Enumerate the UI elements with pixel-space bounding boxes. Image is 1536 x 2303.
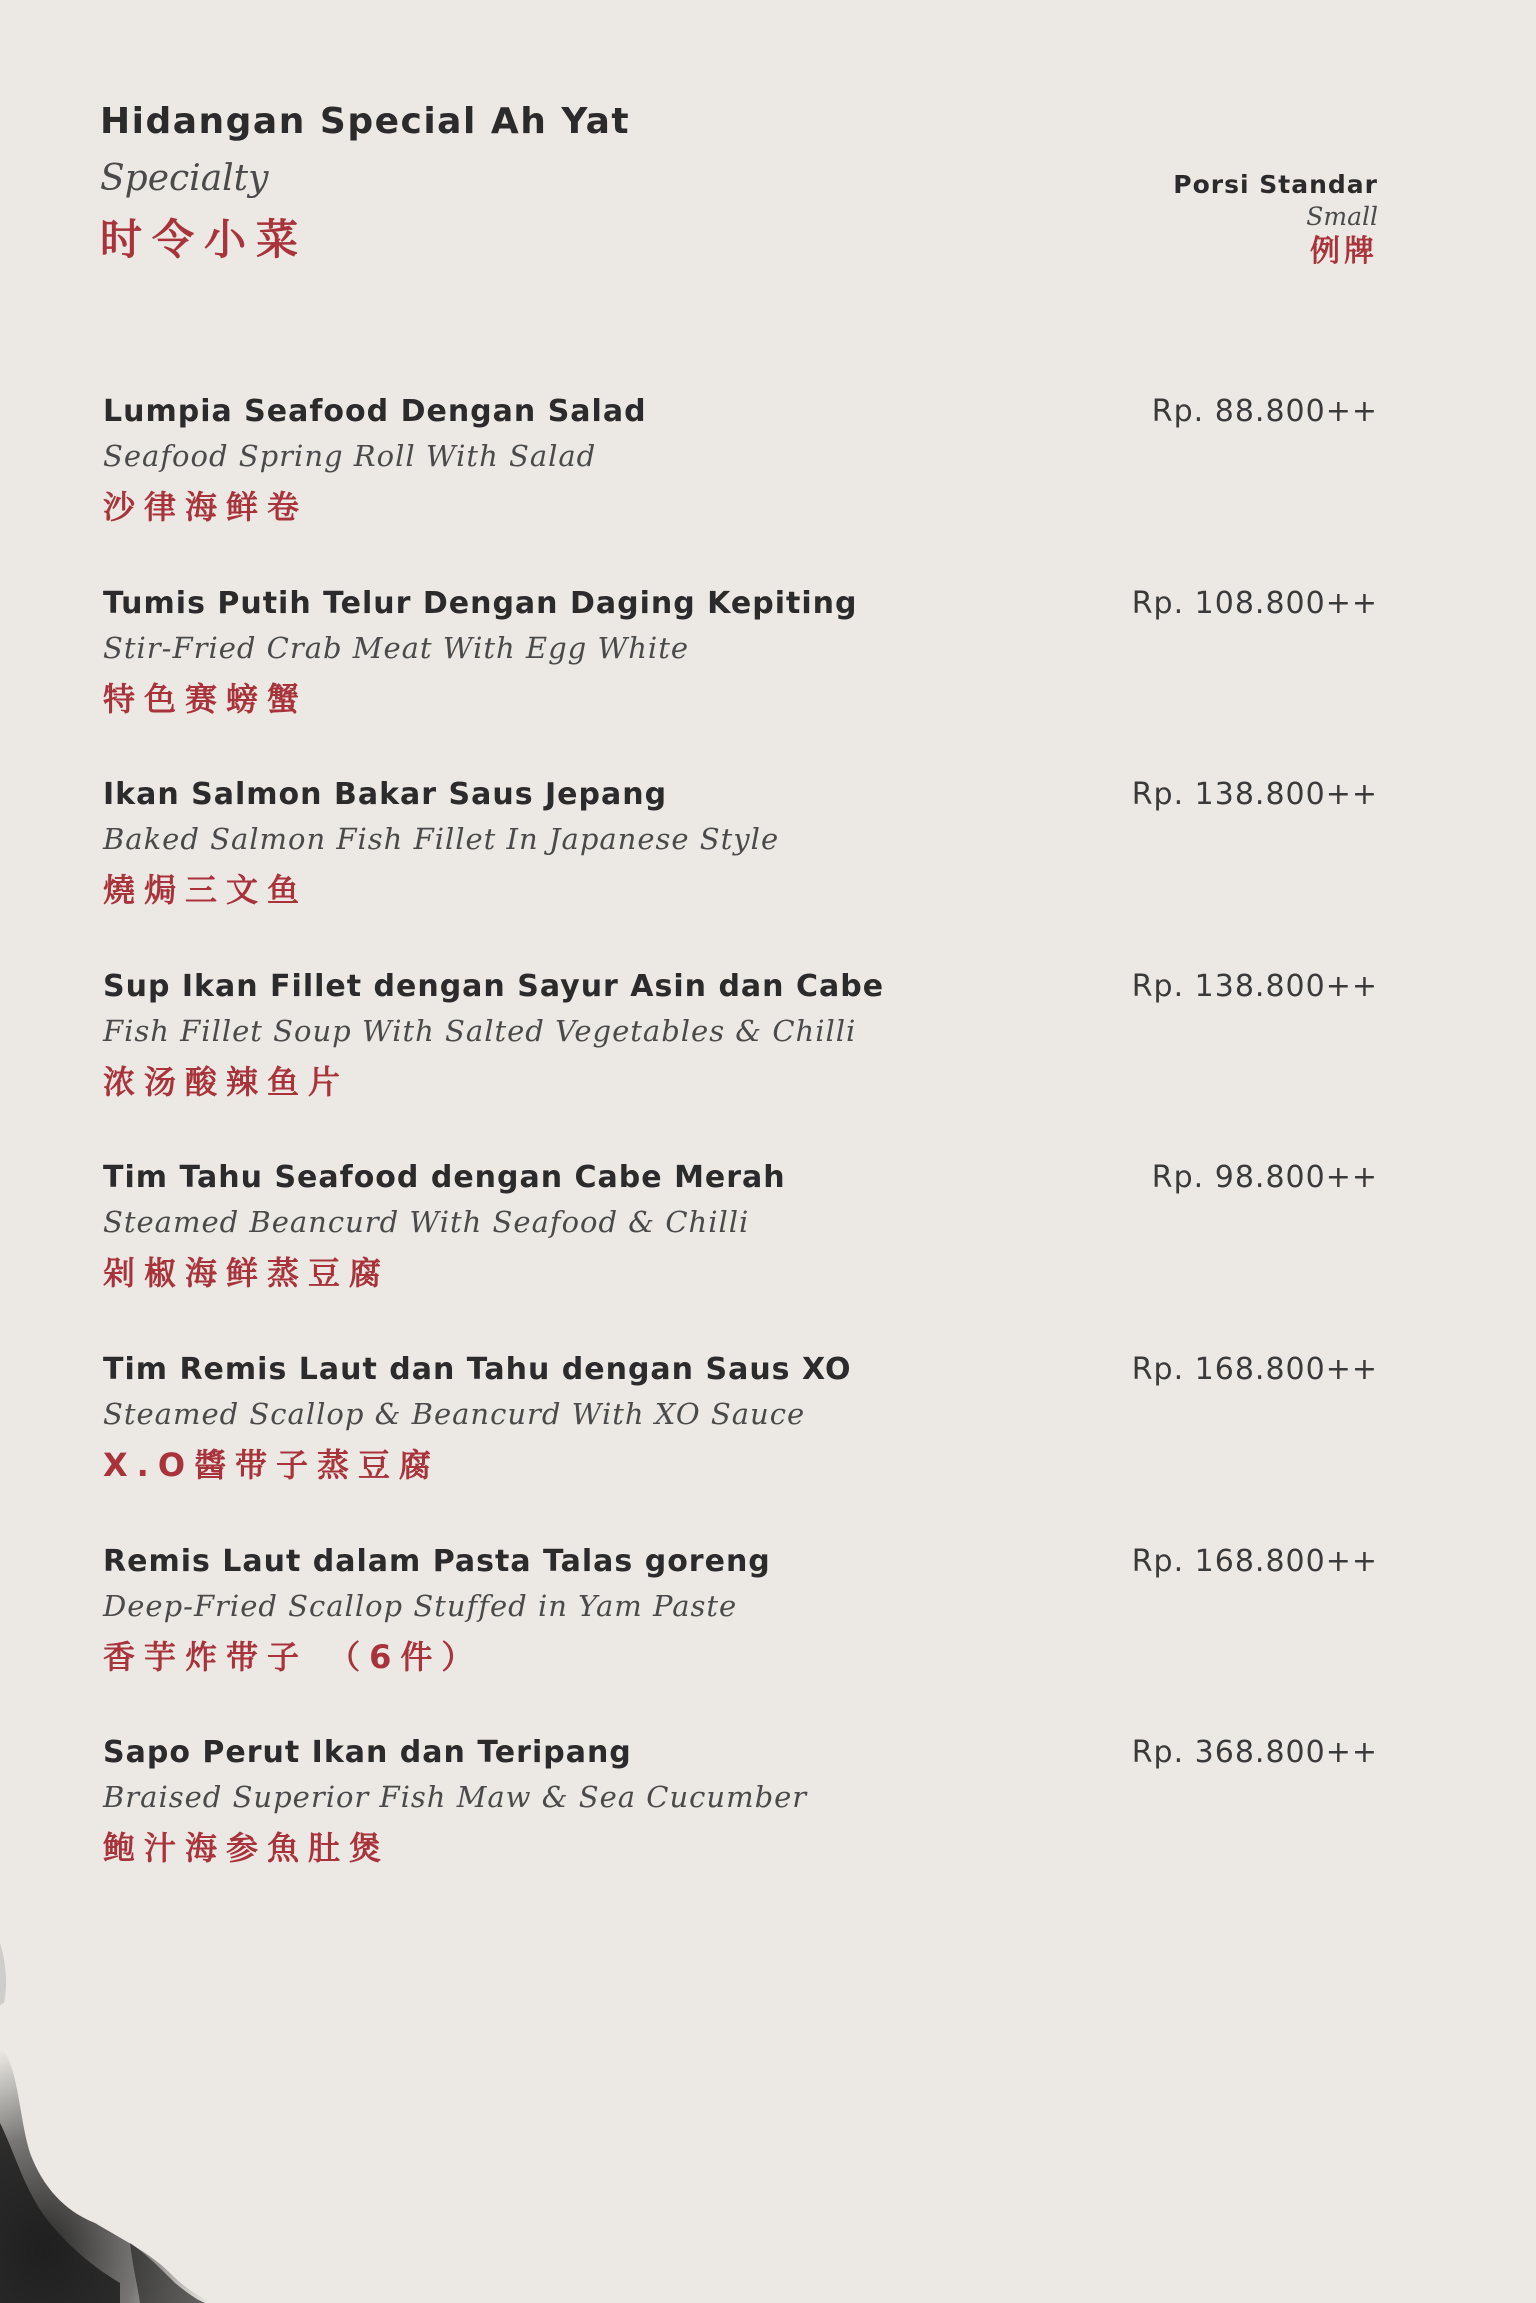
portion-label-chinese: 例牌 bbox=[1310, 234, 1378, 269]
ink-wash-decoration bbox=[0, 1923, 260, 2303]
item-chinese-name: 香芋炸带子 （6件） bbox=[103, 1637, 483, 1676]
item-price: Rp. 138.800++ bbox=[1131, 968, 1378, 1004]
item-price: Rp. 98.800++ bbox=[1151, 1160, 1378, 1196]
item-name: Lumpia Seafood Dengan Salad bbox=[103, 394, 647, 429]
portion-header bbox=[1173, 168, 1378, 272]
item-name: Tim Remis Laut dan Tahu dengan Saus XO bbox=[103, 1351, 852, 1387]
item-price: Rp. 108.800++ bbox=[1131, 585, 1378, 621]
item-chinese-name: 沙律海鲜卷 bbox=[103, 488, 309, 526]
item-english-name: Steamed Scallop & Beancurd With XO Sauce bbox=[103, 1396, 806, 1431]
item-price: Rp. 168.800++ bbox=[1131, 1543, 1378, 1579]
item-name: Sapo Perut Ikan dan Teripang bbox=[103, 1735, 632, 1771]
item-chinese-name: 鲍汁海参魚肚煲 bbox=[103, 1829, 391, 1868]
menu-list bbox=[103, 390, 1378, 1923]
item-price: Rp. 88.800++ bbox=[1151, 394, 1378, 429]
item-english-name: Braised Superior Fish Maw & Sea Cucumber bbox=[103, 1780, 808, 1815]
item-english-name: Steamed Beancurd With Seafood & Chilli bbox=[103, 1205, 750, 1240]
item-english-name: Deep-Fried Scallop Stuffed in Yam Paste bbox=[103, 1588, 738, 1623]
menu-item bbox=[103, 1540, 1378, 1732]
item-name: Tim Tahu Seafood dengan Cabe Merah bbox=[103, 1160, 786, 1196]
portion-label: Porsi Standar bbox=[1173, 170, 1378, 199]
section-title-chinese: 时令小菜 bbox=[100, 215, 309, 264]
item-name: Sup Ikan Fillet dengan Sayur Asin dan Cabe bbox=[103, 968, 885, 1004]
menu-item bbox=[103, 1348, 1378, 1540]
menu-item bbox=[103, 1731, 1378, 1923]
item-chinese-name: 燒焗三文鱼 bbox=[103, 871, 309, 910]
menu-item bbox=[103, 1156, 1378, 1348]
item-chinese-name: 特色赛螃蟹 bbox=[103, 679, 309, 718]
menu-item bbox=[103, 965, 1378, 1157]
portion-sublabel: Small bbox=[1306, 202, 1378, 231]
item-chinese-name: 剁椒海鲜蒸豆腐 bbox=[103, 1254, 391, 1293]
item-english-name: Stir-Fried Crab Meat With Egg White bbox=[103, 630, 690, 665]
menu-item bbox=[103, 582, 1378, 774]
item-price: Rp. 368.800++ bbox=[1131, 1735, 1378, 1771]
item-english-name: Fish Fillet Soup With Salted Vegetables & Chilli bbox=[103, 1013, 857, 1048]
item-price: Rp. 138.800++ bbox=[1131, 777, 1378, 813]
menu-item bbox=[103, 390, 1378, 582]
item-chinese-name: 浓汤酸辣鱼片 bbox=[103, 1062, 350, 1101]
item-name: Remis Laut dalam Pasta Talas goreng bbox=[103, 1543, 771, 1579]
menu-item bbox=[103, 773, 1378, 965]
item-english-name: Seafood Spring Roll With Salad bbox=[103, 439, 597, 473]
item-chinese-name: X.O醬带子蒸豆腐 bbox=[103, 1445, 441, 1484]
section-title: Hidangan Special Ah Yat bbox=[100, 101, 631, 142]
item-name: Ikan Salmon Bakar Saus Jepang bbox=[103, 777, 668, 813]
item-price: Rp. 168.800++ bbox=[1131, 1351, 1378, 1387]
item-english-name: Baked Salmon Fish Fillet In Japanese Style bbox=[103, 822, 780, 857]
section-subtitle: Specialty bbox=[100, 158, 269, 199]
item-name: Tumis Putih Telur Dengan Daging Kepiting bbox=[103, 585, 858, 621]
